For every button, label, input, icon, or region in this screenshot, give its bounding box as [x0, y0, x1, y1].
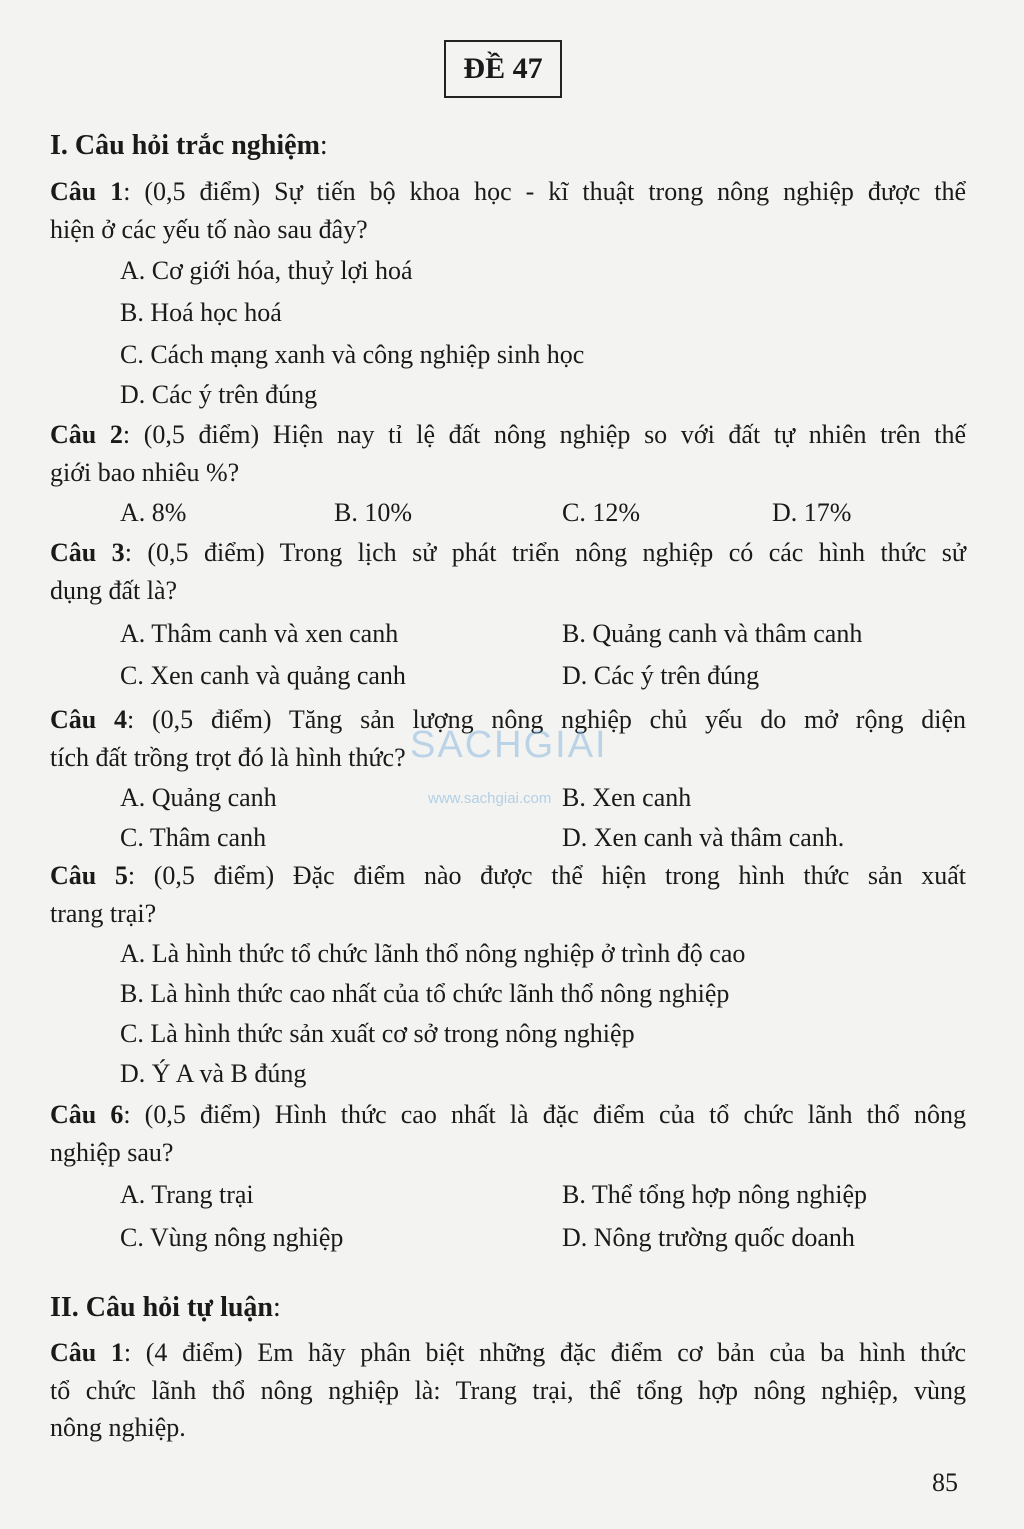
exam-number-box — [444, 40, 562, 98]
q5-option-c: C. Là hình thức sản xuất cơ sở trong nông nghiệp — [120, 1019, 635, 1048]
q4-option-b: B. Xen canh — [562, 783, 692, 812]
q5-line1: Câu 5: (0,5 điểm) Đặc điểm nào được thể hiện trong hình thức sản xuất — [50, 861, 966, 890]
q1-option-a: A. Cơ giới hóa, thuỷ lợi hoá — [120, 256, 413, 285]
q6-option-b: B. Thể tổng hợp nông nghiệp — [562, 1180, 868, 1209]
q1-option-d: D. Các ý trên đúng — [120, 380, 318, 409]
q1-line1: Câu 1: (0,5 điểm) Sự tiến bộ khoa học - kĩ thuật trong nông nghiệp được thể — [50, 177, 966, 206]
watermark — [410, 722, 630, 807]
q6-line1: Câu 6: (0,5 điểm) Hình thức cao nhất là đặc điểm của tổ chức lãnh thổ nông — [50, 1100, 966, 1129]
q4-line1: Câu 4: (0,5 điểm) Tăng sản lượng nông nghiệp chủ yếu do mở rộng diện — [50, 705, 966, 734]
q4-option-a: A. Quảng canh — [120, 783, 277, 812]
q4-line2: tích đất trồng trọt đó là hình thức? — [50, 743, 406, 772]
q3-option-d: D. Các ý trên đúng — [562, 661, 760, 690]
q3-option-c: C. Xen canh và quảng canh — [120, 661, 406, 690]
q1-option-b: B. Hoá học hoá — [120, 298, 282, 327]
q6-option-c: C. Vùng nông nghiệp — [120, 1223, 344, 1252]
q3-line2: dụng đất là? — [50, 576, 178, 605]
watermark-url: www.sachgiai.com — [428, 790, 552, 807]
q2-option-c: C. 12% — [562, 498, 640, 527]
q5-option-a: A. Là hình thức tổ chức lãnh thổ nông nghiệp ở trình độ cao — [120, 939, 746, 968]
part1-title: I. Câu hỏi trắc nghiệm: — [50, 130, 328, 161]
exam-number: ĐỀ 47 — [463, 52, 543, 85]
essay-q1-line2: tổ chức lãnh thổ nông nghiệp là: Trang trại, thể tổng hợp nông nghiệp, vùng — [50, 1376, 966, 1405]
q1-line2: hiện ở các yếu tố nào sau đây? — [50, 215, 368, 244]
q4-option-d: D. Xen canh và thâm canh. — [562, 823, 845, 852]
q5-option-b: B. Là hình thức cao nhất của tổ chức lãnh thổ nông nghiệp — [120, 979, 730, 1008]
part2-title: II. Câu hỏi tự luận: — [50, 1292, 281, 1323]
q6-option-d: D. Nông trường quốc doanh — [562, 1223, 855, 1252]
q1-option-c: C. Cách mạng xanh và công nghiệp sinh học — [120, 340, 585, 369]
q4-option-c: C. Thâm canh — [120, 823, 267, 852]
q3-line1: Câu 3: (0,5 điểm) Trong lịch sử phát triển nông nghiệp có các hình thức sử — [50, 538, 966, 567]
q2-line1: Câu 2: (0,5 điểm) Hiện nay tỉ lệ đất nông nghiệp so với đất tự nhiên trên thế — [50, 420, 966, 449]
q3-option-b: B. Quảng canh và thâm canh — [562, 619, 863, 648]
watermark-brand: SACHGIAI — [410, 724, 608, 766]
q5-option-d: D. Ý A và B đúng — [120, 1059, 307, 1088]
q6-line2: nghiệp sau? — [50, 1138, 174, 1167]
q6-option-a: A. Trang trại — [120, 1180, 254, 1209]
q2-line2: giới bao nhiêu %? — [50, 458, 240, 487]
essay-q1-line3: nông nghiệp. — [50, 1413, 186, 1442]
page-number: 85 — [932, 1468, 958, 1497]
q5-line2: trang trại? — [50, 899, 157, 928]
q2-option-d: D. 17% — [772, 498, 852, 527]
q2-option-a: A. 8% — [120, 498, 187, 527]
q2-option-b: B. 10% — [334, 498, 412, 527]
essay-q1-line1: Câu 1: (4 điểm) Em hãy phân biệt những đặc điểm cơ bản của ba hình thức — [50, 1338, 966, 1367]
q3-option-a: A. Thâm canh và xen canh — [120, 619, 399, 648]
